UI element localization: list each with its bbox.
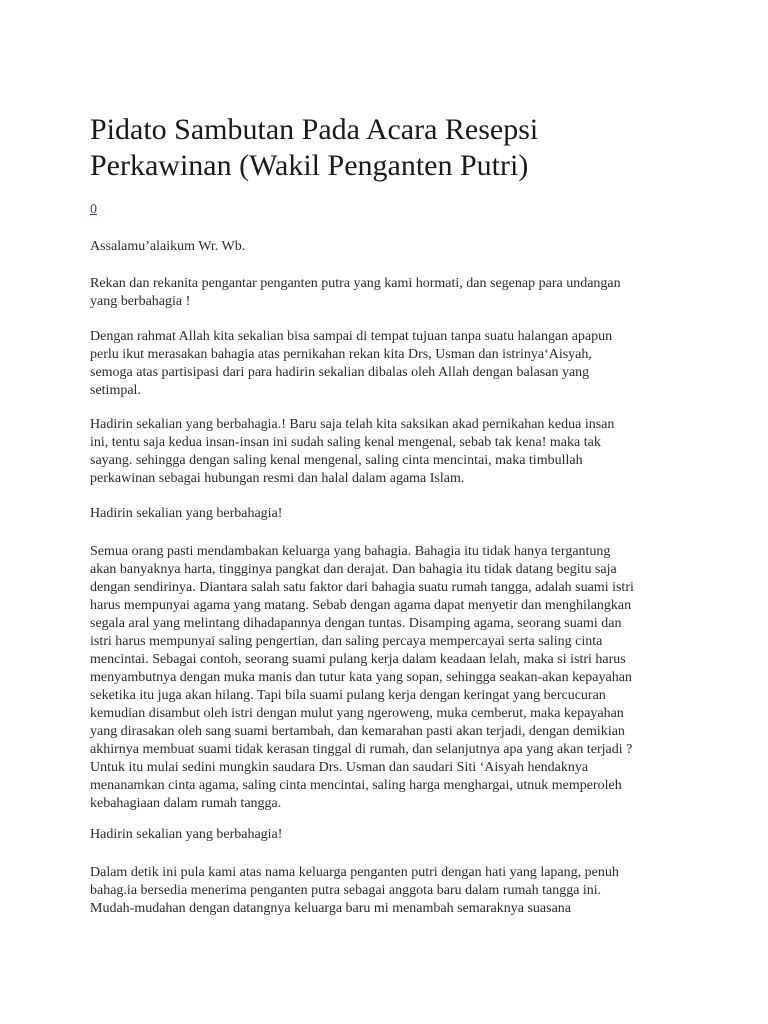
paragraph-line: Assalamu’alaikum Wr. Wb. (90, 239, 246, 254)
paragraph-line: Dalam detik ini pula kami atas nama keluarga penganten putri dengan hati yang lapang, penuh (90, 865, 619, 880)
paragraph-line: kemudian disambut oleh istri dengan mulut yang ngeroweng, muka cemberut, maka kepayahan (90, 706, 624, 721)
paragraph-line: Untuk itu mulai sedini mungkin saudara Drs. Usman dan saudari Siti ‘Aisyah hendaknya (90, 760, 589, 775)
paragraph-line: Dengan rahmat Allah kita sekalian bisa sampai di tempat tujuan tanpa suatu halangan apapun (90, 329, 613, 344)
paragraph-line: segala aral yang melintang dihadapannya dengan tuntas. Disamping agama, seorang suami dan (90, 616, 622, 631)
paragraph-line: sayang. sehingga dengan saling kenal mengenal, saling cinta mencintai, maka timbullah (90, 453, 583, 468)
paragraph-line: yang dirasakan oleh sang suami bertambah, dan kemarahan pasti akan terjadi, dengan demikian (90, 724, 625, 739)
paragraph-line: Semua orang pasti mendambakan keluarga yang bahagia. Bahagia itu tidak hanya tergantung (90, 544, 611, 559)
page-title (90, 112, 690, 184)
paragraph-line: setimpal. (90, 383, 141, 398)
paragraph-line: kebahagiaan dalam rumah tangga. (90, 796, 282, 811)
paragraph-line: dengan sendirinya. Diantara salah satu faktor dari bahagia suatu rumah tangga, adalah suami istri (90, 580, 634, 595)
title-line: Pidato Sambutan Pada Acara Resepsi (90, 113, 539, 146)
paragraph-line: Rekan dan rekanita pengantar penganten putra yang kami hormati, dan segenap para undangan (90, 276, 621, 291)
paragraph-penutup (90, 864, 690, 918)
paragraph-line: yang berbahagia ! (90, 294, 191, 309)
paragraph-line: semoga atas partisipasi dari para hadirin sekalian dibalas oleh Allah dengan balasan yang (90, 365, 590, 380)
paragraph-line: Hadirin sekalian yang berbahagia! (90, 827, 283, 842)
paragraph-line: menanamkan cinta agama, saling cinta mencintai, saling harga menghargai, utnuk memperoleh (90, 778, 622, 793)
paragraph-line: bahag.ia bersedia menerima penganten putra sebagai anggota baru dalam rumah tangga ini. (90, 883, 602, 898)
paragraph-line: mencintai. Sebagai contoh, seorang suami pulang kerja dalam keadaan lelah, maka si istri harus (90, 652, 626, 667)
paragraph-line: Hadirin sekalian yang berbahagia! (90, 506, 283, 521)
paragraph-address (90, 275, 690, 311)
paragraph-line: istri harus mempunyai saling pengertian, dan saling percaya mempercayai serta saling cinta (90, 634, 603, 649)
comment-count-link[interactable]: 0 (90, 202, 97, 217)
title-line: Perkawinan (Wakil Penganten Putri) (90, 149, 529, 182)
paragraph-keluarga (90, 543, 690, 813)
paragraph-line: menyambutnya dengan muka manis dan tutur kata yang sopan, sehingga seakan-akan kepayahan (90, 670, 632, 685)
paragraph-line: akhirnya membuat suami tidak kerasan tinggal di rumah, dan selanjutnya apa yang akan terjadi ? (90, 742, 633, 757)
paragraph-rahmat (90, 328, 690, 400)
paragraph-line: perlu ikut merasakan bahagia atas pernikahan rekan kita Drs, Usman dan istrinya‘Aisyah, (90, 347, 592, 362)
paragraph-line: harus mempunyai agama yang matang. Sebab dengan agama dapat menyetir dan menghilangkan (90, 598, 632, 613)
paragraph-line: seketika itu juga akan hilang. Tapi bila suami pulang kerja dengan keringat yang bercucuran (90, 688, 606, 703)
paragraph-line: Mudah-mudahan dengan datangnya keluarga baru mi menambah semaraknya suasana (90, 901, 572, 916)
paragraph-line: Hadirin sekalian yang berbahagia.! Baru saja telah kita saksikan akad pernikahan kedua insan (90, 417, 615, 432)
paragraph-line: perkawinan sebagai hubungan resmi dan halal dalam agama Islam. (90, 471, 465, 486)
paragraph-hadirin-3 (90, 826, 690, 844)
paragraph-greeting (90, 238, 690, 256)
paragraph-hadirin-2 (90, 505, 690, 523)
paragraph-line: akan banyaknya harta, tingginya pangkat dan derajat. Dan bahagia itu tidak datang begitu saja (90, 562, 617, 577)
paragraph-hadirin-1 (90, 416, 690, 488)
paragraph-line: ini, tentu saja kedua insan-insan ini sudah saling kenal mengenal, sebab tak kena! maka tak (90, 435, 601, 450)
